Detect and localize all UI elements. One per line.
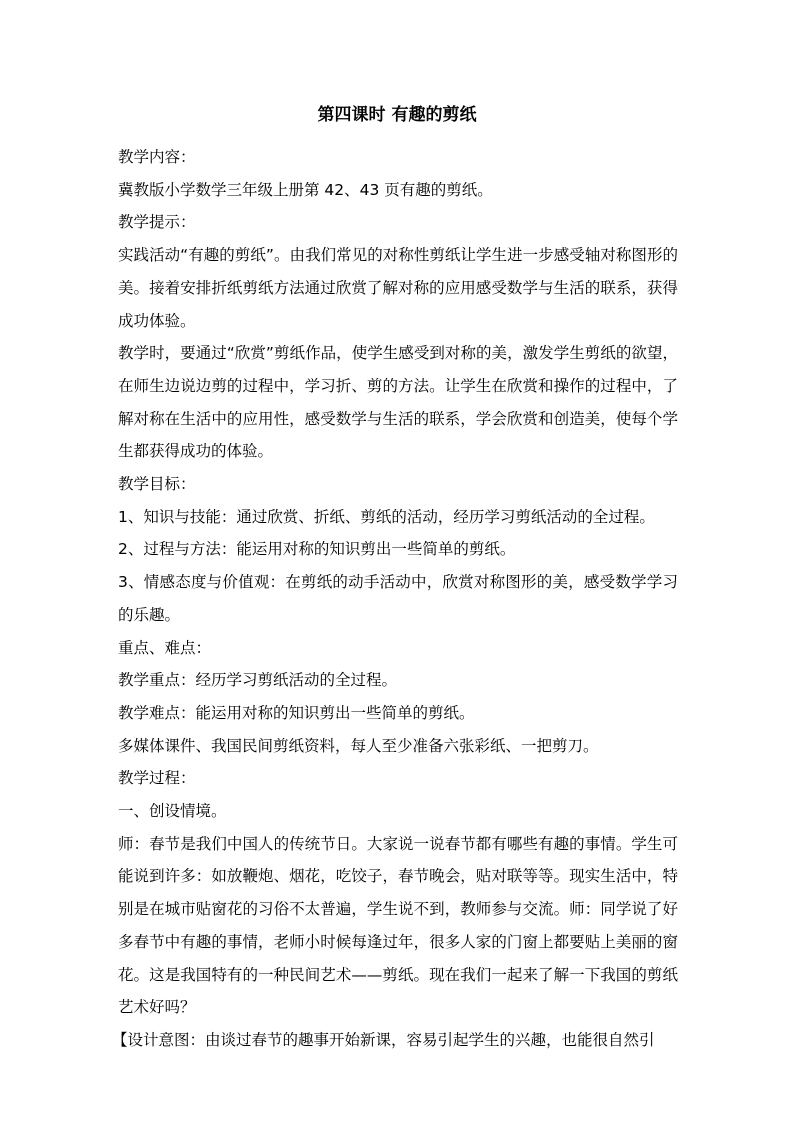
paragraph-hints-1: 实践活动“有趣的剪纸”。由我们常见的对称性剪纸让学生进一步感受轴对称图形的美。接着安排折纸剪纸方法通过欣赏了解对称的应用感受数学与生活的联系，获得成功体验。 <box>118 246 678 330</box>
goal-item-2: 2、过程与方法：能运用对称的知识剪出一些简单的剪纸。 <box>118 540 516 559</box>
section-heading-goals: 教学目标： <box>118 475 196 494</box>
section-heading-hints: 教学提示： <box>118 213 196 232</box>
materials-paragraph: 多媒体课件、我国民间剪纸资料，每人至少准备六张彩纸、一把剪刀。 <box>118 736 599 755</box>
page-title: 第四课时 有趣的剪纸 <box>317 105 477 125</box>
goal-item-1: 1、知识与技能：通过欣赏、折纸、剪纸的活动，经历学习剪纸活动的全过程。 <box>118 507 655 526</box>
paragraph-hints-2: 教学时，要通过“欣赏”剪纸作品，使学生感受到对称的美，激发学生剪纸的欲望，在师生边说边剪的过程中，学习折、剪的方法。让学生在欣赏和操作的过程中，了解对称在生活中的应用性，感受数学与生活的联系，学会欣赏和创造美，使每个学生都获得成功的体验。 <box>118 344 678 461</box>
teacher-dialogue-paragraph: 师：春节是我们中国人的传统节日。大家说一说春节都有哪些有趣的事情。学生可能说到许多：如放鞭炮、烟花，吃饺子，春节晚会，贴对联等等。现实生活中，特别是在城市贴窗花的习俗不太普遍，学生说不到，教师参与交流。师：同学说了好多春节中有趣的事情，老师小时候每逢过年，很多人家的门窗上都要贴上美丽的窗花。这是我国特有的一种民间艺术——剪纸。现在我们一起来了解一下我国的剪纸艺术好吗？ <box>118 834 678 1017</box>
document-body <box>112 141 678 1057</box>
design-intent-paragraph: 【设计意图：由谈过春节的趣事开始新课，容易引起学生的兴趣，也能很自然引 <box>112 1030 655 1049</box>
section-heading-key-points: 重点、难点： <box>118 638 212 657</box>
section-heading-content: 教学内容： <box>118 148 196 166</box>
difficult-point: 教学难点：能运用对称的知识剪出一些简单的剪纸。 <box>118 703 475 722</box>
paragraph-content: 冀教版小学数学三年级上册第 42、43 页有趣的剪纸。 <box>118 180 493 199</box>
key-point: 教学重点：经历学习剪纸活动的全过程。 <box>118 671 398 690</box>
goal-item-3: 3、情感态度与价值观：在剪纸的动手活动中，欣赏对称图形的美，感受数学学习的乐趣。 <box>118 573 678 624</box>
section-heading-process: 教学过程： <box>118 769 196 788</box>
step-heading-1: 一、创设情境。 <box>118 802 227 821</box>
